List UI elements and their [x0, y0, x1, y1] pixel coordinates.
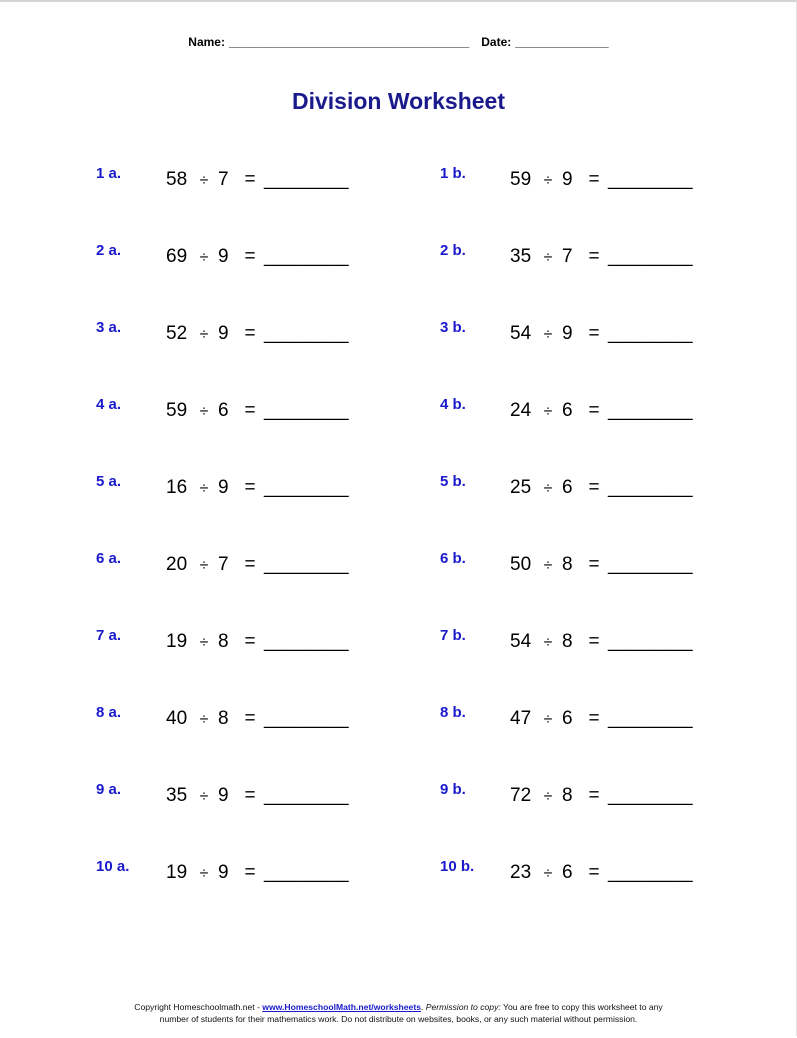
- division-expression: [510, 631, 693, 653]
- dividend: 52: [166, 323, 188, 344]
- divisor: 7: [218, 554, 229, 575]
- problem-right-4: [440, 396, 700, 420]
- equals-sign: =: [244, 323, 256, 344]
- dividend: 40: [166, 708, 188, 729]
- problem-label: 9 b.: [440, 781, 466, 798]
- equals-sign: =: [244, 400, 256, 421]
- divisor: 8: [562, 554, 573, 575]
- problem-right-1: [440, 165, 700, 189]
- division-sign: ÷: [199, 557, 209, 574]
- equals-sign: =: [244, 862, 256, 883]
- dividend: 19: [166, 631, 188, 652]
- dividend: 50: [510, 554, 532, 575]
- division-expression: [166, 785, 349, 807]
- equals-sign: =: [588, 246, 600, 267]
- divisor: 7: [562, 246, 573, 267]
- problem-left-1: [96, 165, 356, 189]
- equals-sign: =: [244, 477, 256, 498]
- equals-sign: =: [588, 169, 600, 190]
- division-expression: [166, 631, 349, 653]
- divisor: 8: [218, 631, 229, 652]
- division-sign: ÷: [543, 480, 553, 497]
- division-sign: ÷: [199, 249, 209, 266]
- problem-label: 6 b.: [440, 550, 466, 567]
- problem-right-3: [440, 319, 700, 343]
- problem-left-4: [96, 396, 356, 420]
- problem-left-9: [96, 781, 356, 805]
- problem-label: 8 b.: [440, 704, 466, 721]
- problem-left-3: [96, 319, 356, 343]
- equals-sign: =: [244, 631, 256, 652]
- problem-label: 7 b.: [440, 627, 466, 644]
- division-sign: ÷: [543, 326, 553, 343]
- problem-label: 5 b.: [440, 473, 466, 490]
- problem-label: 7 a.: [96, 627, 122, 644]
- dividend: 59: [510, 169, 532, 190]
- equals-sign: =: [244, 785, 256, 806]
- dividend: 54: [510, 323, 532, 344]
- answer-blank[interactable]: ________: [608, 323, 693, 344]
- dividend: 69: [166, 246, 188, 267]
- problem-right-8: [440, 704, 700, 728]
- division-expression: [510, 169, 693, 191]
- division-sign: ÷: [543, 403, 553, 420]
- problem-label: 1 a.: [96, 165, 122, 182]
- problem-label: 10 b.: [440, 858, 475, 875]
- problem-label: 10 a.: [96, 858, 130, 875]
- division-sign: ÷: [199, 788, 209, 805]
- dividend: 54: [510, 631, 532, 652]
- division-sign: ÷: [543, 557, 553, 574]
- equals-sign: =: [588, 708, 600, 729]
- dividend: 47: [510, 708, 532, 729]
- divisor: 6: [562, 862, 573, 883]
- footer-permission-text: You are free to copy this worksheet to any: [500, 1002, 663, 1012]
- problem-right-6: [440, 550, 700, 574]
- division-sign: ÷: [199, 480, 209, 497]
- division-sign: ÷: [199, 172, 209, 189]
- problem-label: 8 a.: [96, 704, 122, 721]
- footer-permission-label: Permission to copy:: [425, 1002, 501, 1012]
- equals-sign: =: [244, 708, 256, 729]
- division-sign: ÷: [199, 634, 209, 651]
- dividend: 35: [510, 246, 532, 267]
- footer-copyright: Copyright Homeschoolmath.net -: [134, 1002, 263, 1012]
- answer-blank[interactable]: ________: [264, 323, 349, 344]
- problem-right-5: [440, 473, 700, 497]
- date-blank-line: ______________: [515, 35, 609, 49]
- problem-label: 3 a.: [96, 319, 122, 336]
- division-sign: ÷: [543, 788, 553, 805]
- problem-label: 5 a.: [96, 473, 122, 490]
- division-sign: ÷: [543, 865, 553, 882]
- dividend: 58: [166, 169, 188, 190]
- division-expression: [510, 708, 693, 730]
- answer-blank[interactable]: ________: [608, 400, 693, 421]
- answer-blank[interactable]: ________: [608, 477, 693, 498]
- answer-blank[interactable]: ________: [608, 862, 693, 883]
- answer-blank[interactable]: ________: [264, 477, 349, 498]
- division-expression: [166, 169, 349, 191]
- divisor: 9: [218, 323, 229, 344]
- division-sign: ÷: [543, 711, 553, 728]
- answer-blank[interactable]: ________: [608, 631, 693, 652]
- division-expression: [166, 862, 349, 884]
- footer-line-2: number of students for their mathematics work. Do not distribute on websites, books, or any such material without permission.: [159, 1014, 638, 1024]
- divisor: 9: [218, 477, 229, 498]
- name-blank-line: ____________________________________: [228, 35, 470, 49]
- divisor: 6: [218, 400, 229, 421]
- divisor: 8: [562, 631, 573, 652]
- answer-blank[interactable]: ________: [608, 554, 693, 575]
- division-expression: [166, 477, 349, 499]
- problem-left-5: [96, 473, 356, 497]
- answer-blank[interactable]: ________: [264, 554, 349, 575]
- division-expression: [510, 246, 693, 268]
- problem-label: 2 b.: [440, 242, 466, 259]
- problem-label: 4 b.: [440, 396, 466, 413]
- problem-label: 2 a.: [96, 242, 122, 259]
- divisor: 9: [218, 862, 229, 883]
- problem-label: 9 a.: [96, 781, 122, 798]
- equals-sign: =: [588, 785, 600, 806]
- dividend: 16: [166, 477, 188, 498]
- answer-blank[interactable]: ________: [608, 246, 693, 267]
- dividend: 72: [510, 785, 532, 806]
- answer-blank[interactable]: ________: [264, 631, 349, 652]
- dividend: 35: [166, 785, 188, 806]
- footer-link[interactable]: www.HomeschoolMath.net/worksheets: [262, 1002, 421, 1012]
- division-sign: ÷: [199, 865, 209, 882]
- equals-sign: =: [588, 554, 600, 575]
- problem-left-7: [96, 627, 356, 651]
- problem-right-7: [440, 627, 700, 651]
- equals-sign: =: [588, 631, 600, 652]
- answer-blank[interactable]: ________: [264, 785, 349, 806]
- division-expression: [166, 246, 349, 268]
- equals-sign: =: [244, 169, 256, 190]
- dividend: 20: [166, 554, 188, 575]
- division-expression: [510, 862, 693, 884]
- division-expression: [510, 400, 693, 422]
- footer: [0, 1001, 797, 1025]
- dividend: 23: [510, 862, 532, 883]
- problem-left-2: [96, 242, 356, 266]
- name-label: Name:: [188, 35, 225, 49]
- page-title: Division Worksheet: [291, 88, 506, 114]
- problem-left-8: [96, 704, 356, 728]
- problem-grid: [0, 2, 797, 1038]
- division-sign: ÷: [543, 172, 553, 189]
- answer-blank[interactable]: ________: [608, 708, 693, 729]
- division-expression: [510, 323, 693, 345]
- dividend: 59: [166, 400, 188, 421]
- divisor: 6: [562, 477, 573, 498]
- problem-label: 1 b.: [440, 165, 466, 182]
- division-sign: ÷: [199, 403, 209, 420]
- divisor: 8: [218, 708, 229, 729]
- problem-label: 3 b.: [440, 319, 466, 336]
- divisor: 8: [562, 785, 573, 806]
- equals-sign: =: [244, 246, 256, 267]
- problem-label: 4 a.: [96, 396, 122, 413]
- division-expression: [510, 554, 693, 576]
- division-expression: [166, 708, 349, 730]
- dividend: 25: [510, 477, 532, 498]
- divisor: 9: [218, 246, 229, 267]
- equals-sign: =: [588, 323, 600, 344]
- equals-sign: =: [588, 400, 600, 421]
- answer-blank[interactable]: ________: [264, 400, 349, 421]
- answer-blank[interactable]: ________: [264, 169, 349, 190]
- division-sign: ÷: [199, 711, 209, 728]
- divisor: 6: [562, 400, 573, 421]
- dividend: 24: [510, 400, 532, 421]
- division-sign: ÷: [199, 326, 209, 343]
- division-expression: [510, 477, 693, 499]
- dividend: 19: [166, 862, 188, 883]
- equals-sign: =: [588, 862, 600, 883]
- date-label: Date:: [481, 35, 512, 49]
- footer-period: .: [420, 1002, 426, 1012]
- problem-right-9: [440, 781, 700, 805]
- equals-sign: =: [244, 554, 256, 575]
- problem-left-6: [96, 550, 356, 574]
- problem-right-2: [440, 242, 700, 266]
- divisor: 7: [218, 169, 229, 190]
- divisor: 9: [562, 169, 573, 190]
- problem-label: 6 a.: [96, 550, 122, 567]
- footer-line-1: [0, 1001, 797, 1013]
- division-expression: [510, 785, 693, 807]
- divisor: 9: [562, 323, 573, 344]
- answer-blank[interactable]: ________: [608, 169, 693, 190]
- equals-sign: =: [588, 477, 600, 498]
- divisor: 6: [562, 708, 573, 729]
- divisor: 9: [218, 785, 229, 806]
- division-expression: [166, 323, 349, 345]
- problem-right-10: [440, 858, 700, 882]
- division-expression: [166, 400, 349, 422]
- answer-blank[interactable]: ________: [608, 785, 693, 806]
- answer-blank[interactable]: ________: [264, 246, 349, 267]
- answer-blank[interactable]: ________: [264, 708, 349, 729]
- problem-left-10: [96, 858, 356, 882]
- division-sign: ÷: [543, 634, 553, 651]
- division-sign: ÷: [543, 249, 553, 266]
- answer-blank[interactable]: ________: [264, 862, 349, 883]
- division-expression: [166, 554, 349, 576]
